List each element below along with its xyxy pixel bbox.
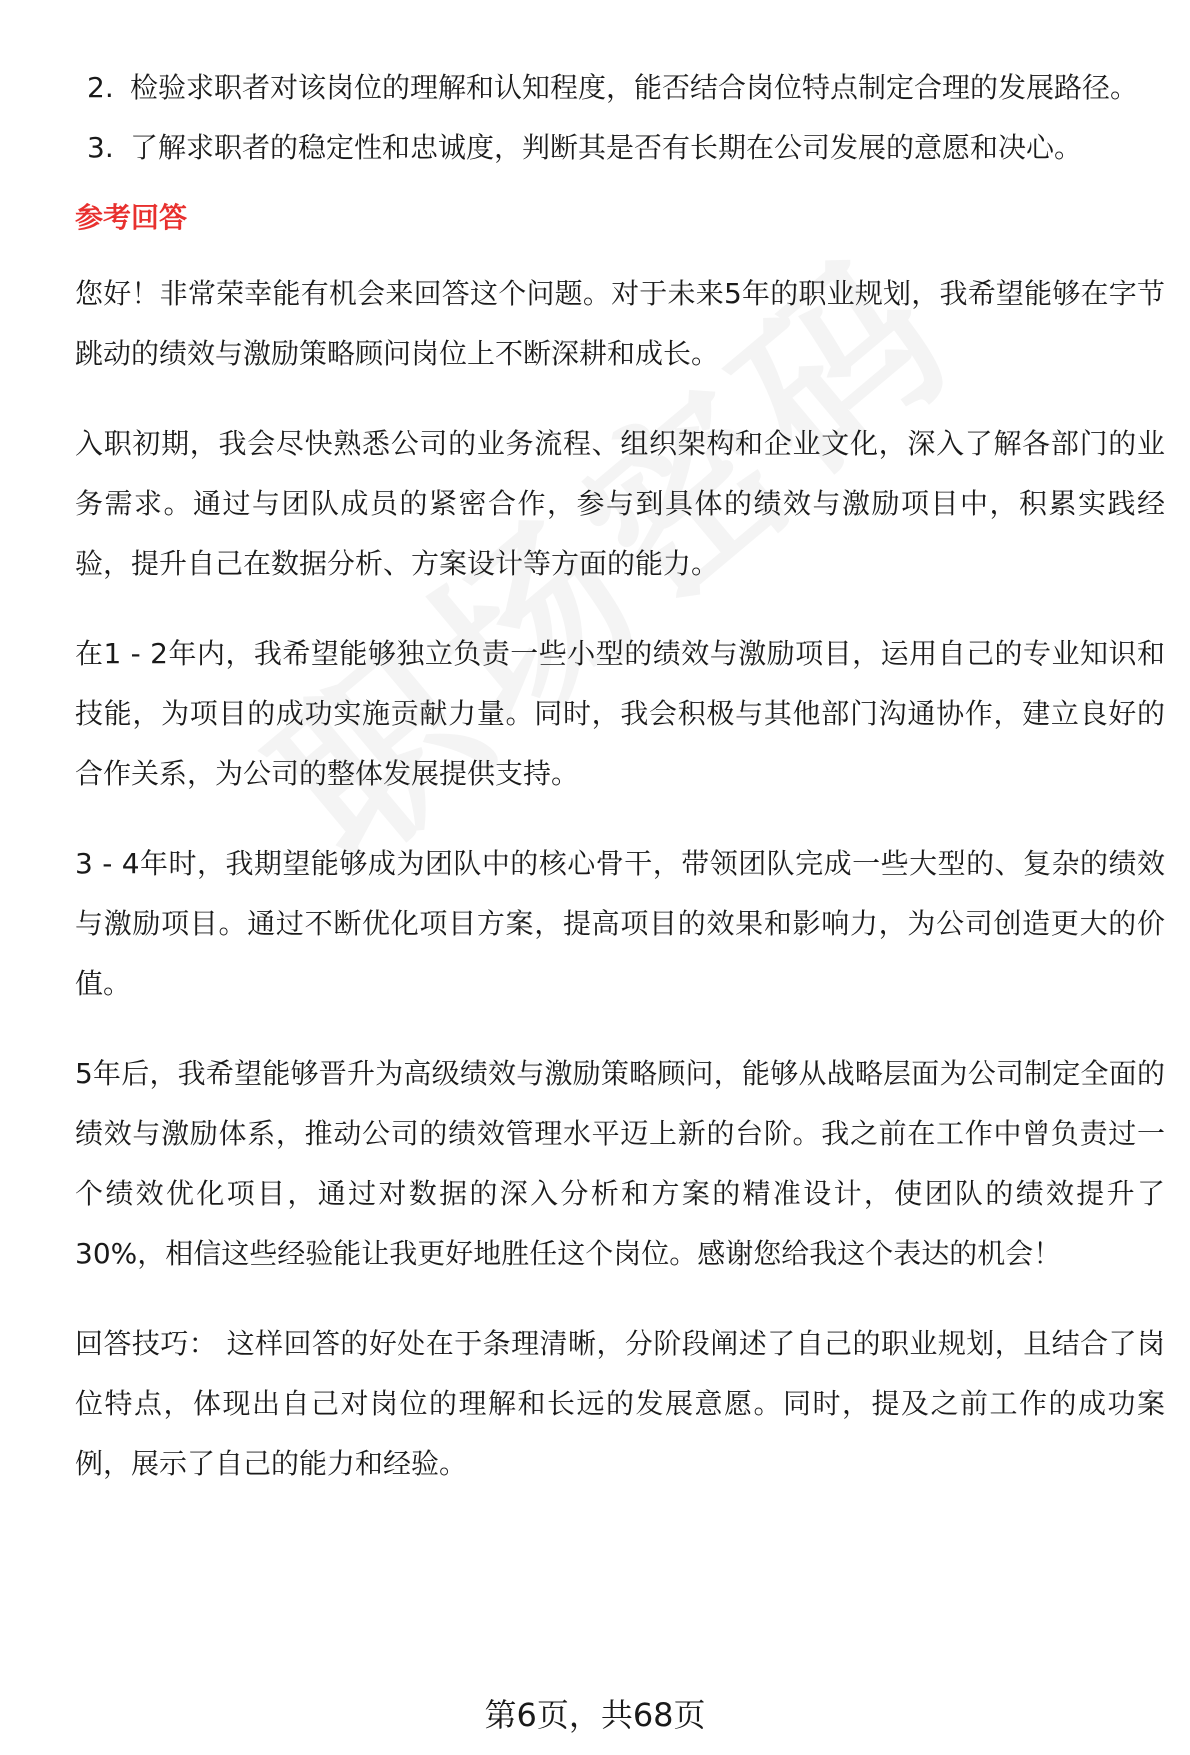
list-item	[75, 118, 1165, 178]
list-item	[75, 58, 1165, 118]
paragraph-year-1-2: 在1 - 2年内，我希望能够独立负责一些小型的绩效与激励项目，运用自己的专业知识和技能，为项目的成功实施贡献力量。同时，我会积极与其他部门沟通协作，建立良好的合作关系，为公司的整体发展提供支持。	[75, 637, 1165, 790]
list-item-number: 2.	[87, 71, 114, 104]
page-number: 第6页，共68页	[484, 1696, 706, 1734]
paragraph-answer-tips: 回答技巧： 这样回答的好处在于条理清晰，分阶段阐述了自己的职业规划，且结合了岗位特点，体现出自己对岗位的理解和长远的发展意愿。同时，提及之前工作的成功案例，展示了自己的能力和经验。	[75, 1327, 1165, 1480]
paragraph-intro: 您好！非常荣幸能有机会来回答这个问题。对于未来5年的职业规划，我希望能够在字节跳动的绩效与激励策略顾问岗位上不断深耕和成长。	[75, 277, 1165, 370]
list-item-text: 了解求职者的稳定性和忠诚度，判断其是否有长期在公司发展的意愿和决心。	[130, 131, 1083, 164]
paragraph-year-3-4: 3 - 4年时，我期望能够成为团队中的核心骨干，带领团队完成一些大型的、复杂的绩效与激励项目。通过不断优化项目方案，提高项目的效果和影响力，为公司创造更大的价值。	[75, 847, 1165, 1000]
section-heading-reference-answer: 参考回答	[75, 201, 188, 234]
list-item-text: 检验求职者对该岗位的理解和认知程度，能否结合岗位特点制定合理的发展路径。	[130, 71, 1139, 104]
question-purpose-list	[75, 58, 1165, 178]
paragraph-onboarding: 入职初期，我会尽快熟悉公司的业务流程、组织架构和企业文化，深入了解各部门的业务需求。通过与团队成员的紧密合作，参与到具体的绩效与激励项目中，积累实践经验，提升自己在数据分析、方案设计等方面的能力。	[75, 427, 1165, 580]
document-body	[75, 58, 1165, 1524]
list-item-number: 3.	[87, 131, 114, 164]
paragraph-year-5: 5年后，我希望能够晋升为高级绩效与激励策略顾问，能够从战略层面为公司制定全面的绩效与激励体系，推动公司的绩效管理水平迈上新的台阶。我之前在工作中曾负责过一个绩效优化项目，通过对数据的深入分析和方案的精准设计，使团队的绩效提升了30%，相信这些经验能让我更好地胜任这个岗位。感谢您给我这个表达的机会！	[75, 1057, 1165, 1270]
